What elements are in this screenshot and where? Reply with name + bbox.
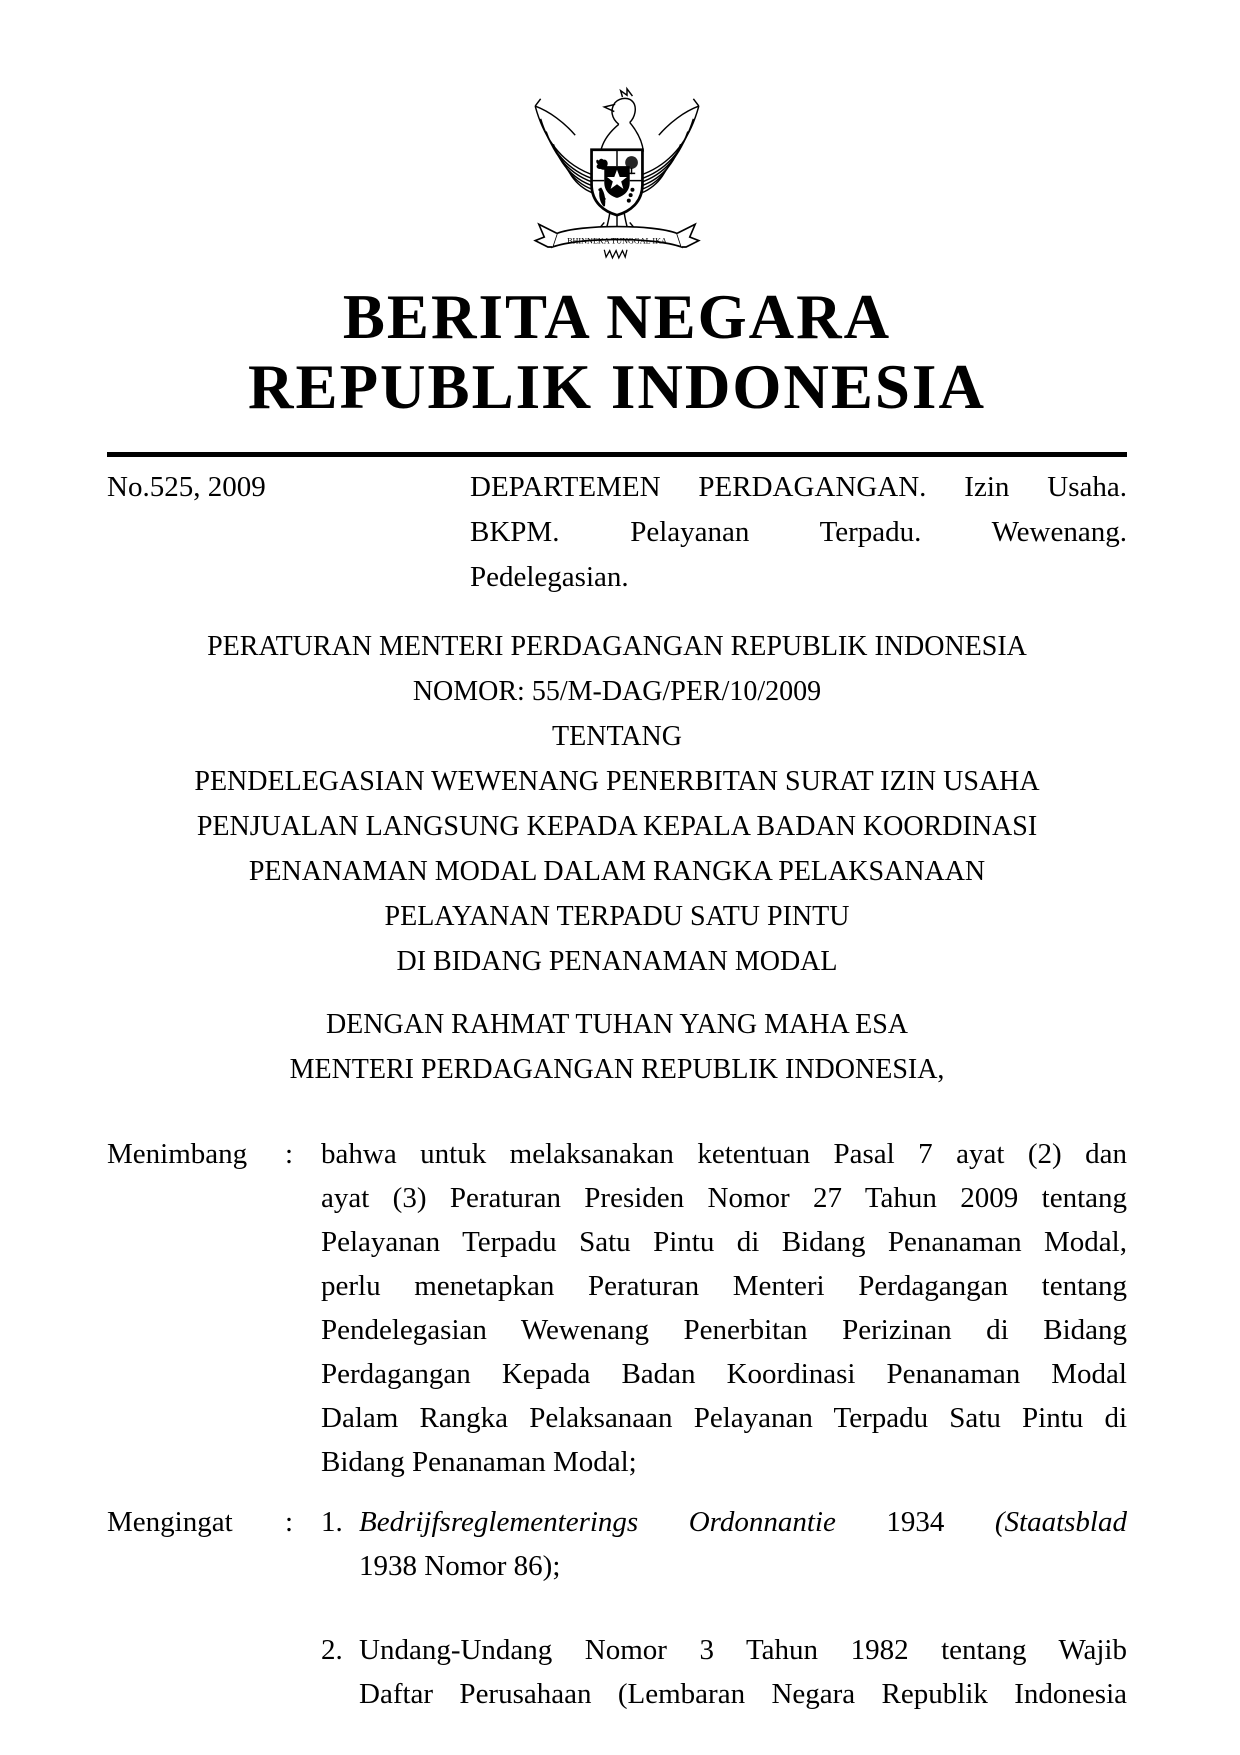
- mengingat-item-1: [321, 1500, 1127, 1588]
- menimbang-line: Perdagangan Kepada Badan Koordinasi Penanaman Modal: [321, 1358, 1127, 1390]
- pancasila-shield: [592, 150, 643, 215]
- heading-tentang: TENTANG: [552, 721, 682, 752]
- mengingat-section: [107, 1500, 1127, 1716]
- item-number: 1.: [321, 1506, 343, 1538]
- subject-title-line: PELAYANAN TERPADU SATU PINTU: [384, 901, 850, 932]
- masthead-line2: REPUBLIK INDONESIA: [248, 352, 986, 422]
- gazette-subject: [470, 465, 1127, 600]
- menimbang-section: [107, 1132, 1127, 1484]
- regulation-title: PERATURAN MENTERI PERDAGANGAN REPUBLIK INDONESIA: [207, 631, 1027, 662]
- regulation-number: NOMOR: 55/M-DAG/PER/10/2009: [412, 676, 822, 707]
- gazette-subject-line: BKPM. Pelayanan Terpadu. Wewenang.: [470, 516, 1127, 548]
- item-number: 2.: [321, 1634, 343, 1666]
- menimbang-line: Pelayanan Terpadu Satu Pintu di Bidang Penanaman Modal,: [321, 1226, 1127, 1258]
- gazette-subject-line: DEPARTEMEN PERDAGANGAN. Izin Usaha.: [470, 471, 1127, 503]
- invocation: [107, 1002, 1127, 1092]
- mengingat-item-2: [321, 1628, 1127, 1716]
- mengingat-colon: :: [285, 1506, 294, 1538]
- regulation-heading: [107, 624, 1127, 984]
- italic-citation: (Staatsblad: [994, 1506, 1127, 1538]
- mengingat-item2-line2: Daftar Perusahaan (Lembaran Negara Republik Indonesia: [359, 1678, 1127, 1710]
- menimbang-line: Dalam Rangka Pelaksanaan Pelayanan Terpadu Satu Pintu di: [321, 1402, 1127, 1434]
- masthead: [107, 282, 1127, 422]
- menimbang-text: [321, 1132, 1127, 1484]
- menimbang-line: bahwa untuk melaksanakan ketentuan Pasal 7 ayat (2) dan: [321, 1138, 1127, 1170]
- garuda-pancasila-emblem: [517, 84, 717, 270]
- gazette-subject-line: Pedelegasian.: [470, 561, 629, 593]
- item-text: [359, 1628, 1127, 1716]
- menimbang-label: Menimbang: [107, 1138, 248, 1170]
- subject-title-line: DI BIDANG PENANAMAN MODAL: [396, 946, 838, 977]
- menimbang-line: ayat (3) Peraturan Presiden Nomor 27 Tahun 2009 tentang: [321, 1182, 1127, 1214]
- masthead-rule: [107, 452, 1127, 457]
- citation-year: 1934: [835, 1506, 995, 1538]
- menimbang-colon: :: [285, 1138, 294, 1170]
- mengingat-item2-line1: Undang-Undang Nomor 3 Tahun 1982 tentang Wajib: [359, 1634, 1127, 1666]
- subject-title-line: PENANAMAN MODAL DALAM RANGKA PELAKSANAAN: [248, 856, 986, 887]
- gazette-header: [107, 465, 1127, 600]
- invocation-line2: MENTERI PERDAGANGAN REPUBLIK INDONESIA,: [289, 1054, 945, 1085]
- masthead-line1: BERITA NEGARA: [342, 282, 892, 352]
- motto-banner: [535, 224, 699, 258]
- menimbang-line: Bidang Penanaman Modal;: [321, 1446, 637, 1478]
- mengingat-item1-line2: 1938 Nomor 86);: [359, 1550, 561, 1582]
- mengingat-label: Mengingat: [107, 1506, 233, 1538]
- menimbang-line: Pendelegasian Wewenang Penerbitan Perizinan di Bidang: [321, 1314, 1127, 1346]
- subject-title-line: PENJUALAN LANGSUNG KEPADA KEPALA BADAN KOORDINASI: [196, 811, 1038, 842]
- content-column: [107, 0, 1127, 1716]
- motto-text: BHINNEKA TUNGGAL IKA: [567, 236, 667, 246]
- menimbang-line: perlu menetapkan Peraturan Menteri Perdagangan tentang: [321, 1270, 1127, 1302]
- subject-title-line: PENDELEGASIAN WEWENANG PENERBITAN SURAT IZIN USAHA: [194, 766, 1040, 797]
- invocation-line1: DENGAN RAHMAT TUHAN YANG MAHA ESA: [325, 1009, 909, 1040]
- item-text: [359, 1500, 1127, 1588]
- italic-citation: Bedrijfsreglementerings Ordonnantie: [359, 1506, 836, 1538]
- mengingat-list: [321, 1500, 1127, 1716]
- gazette-number: No.525, 2009: [107, 471, 266, 503]
- mengingat-item1-line1: [359, 1500, 1127, 1544]
